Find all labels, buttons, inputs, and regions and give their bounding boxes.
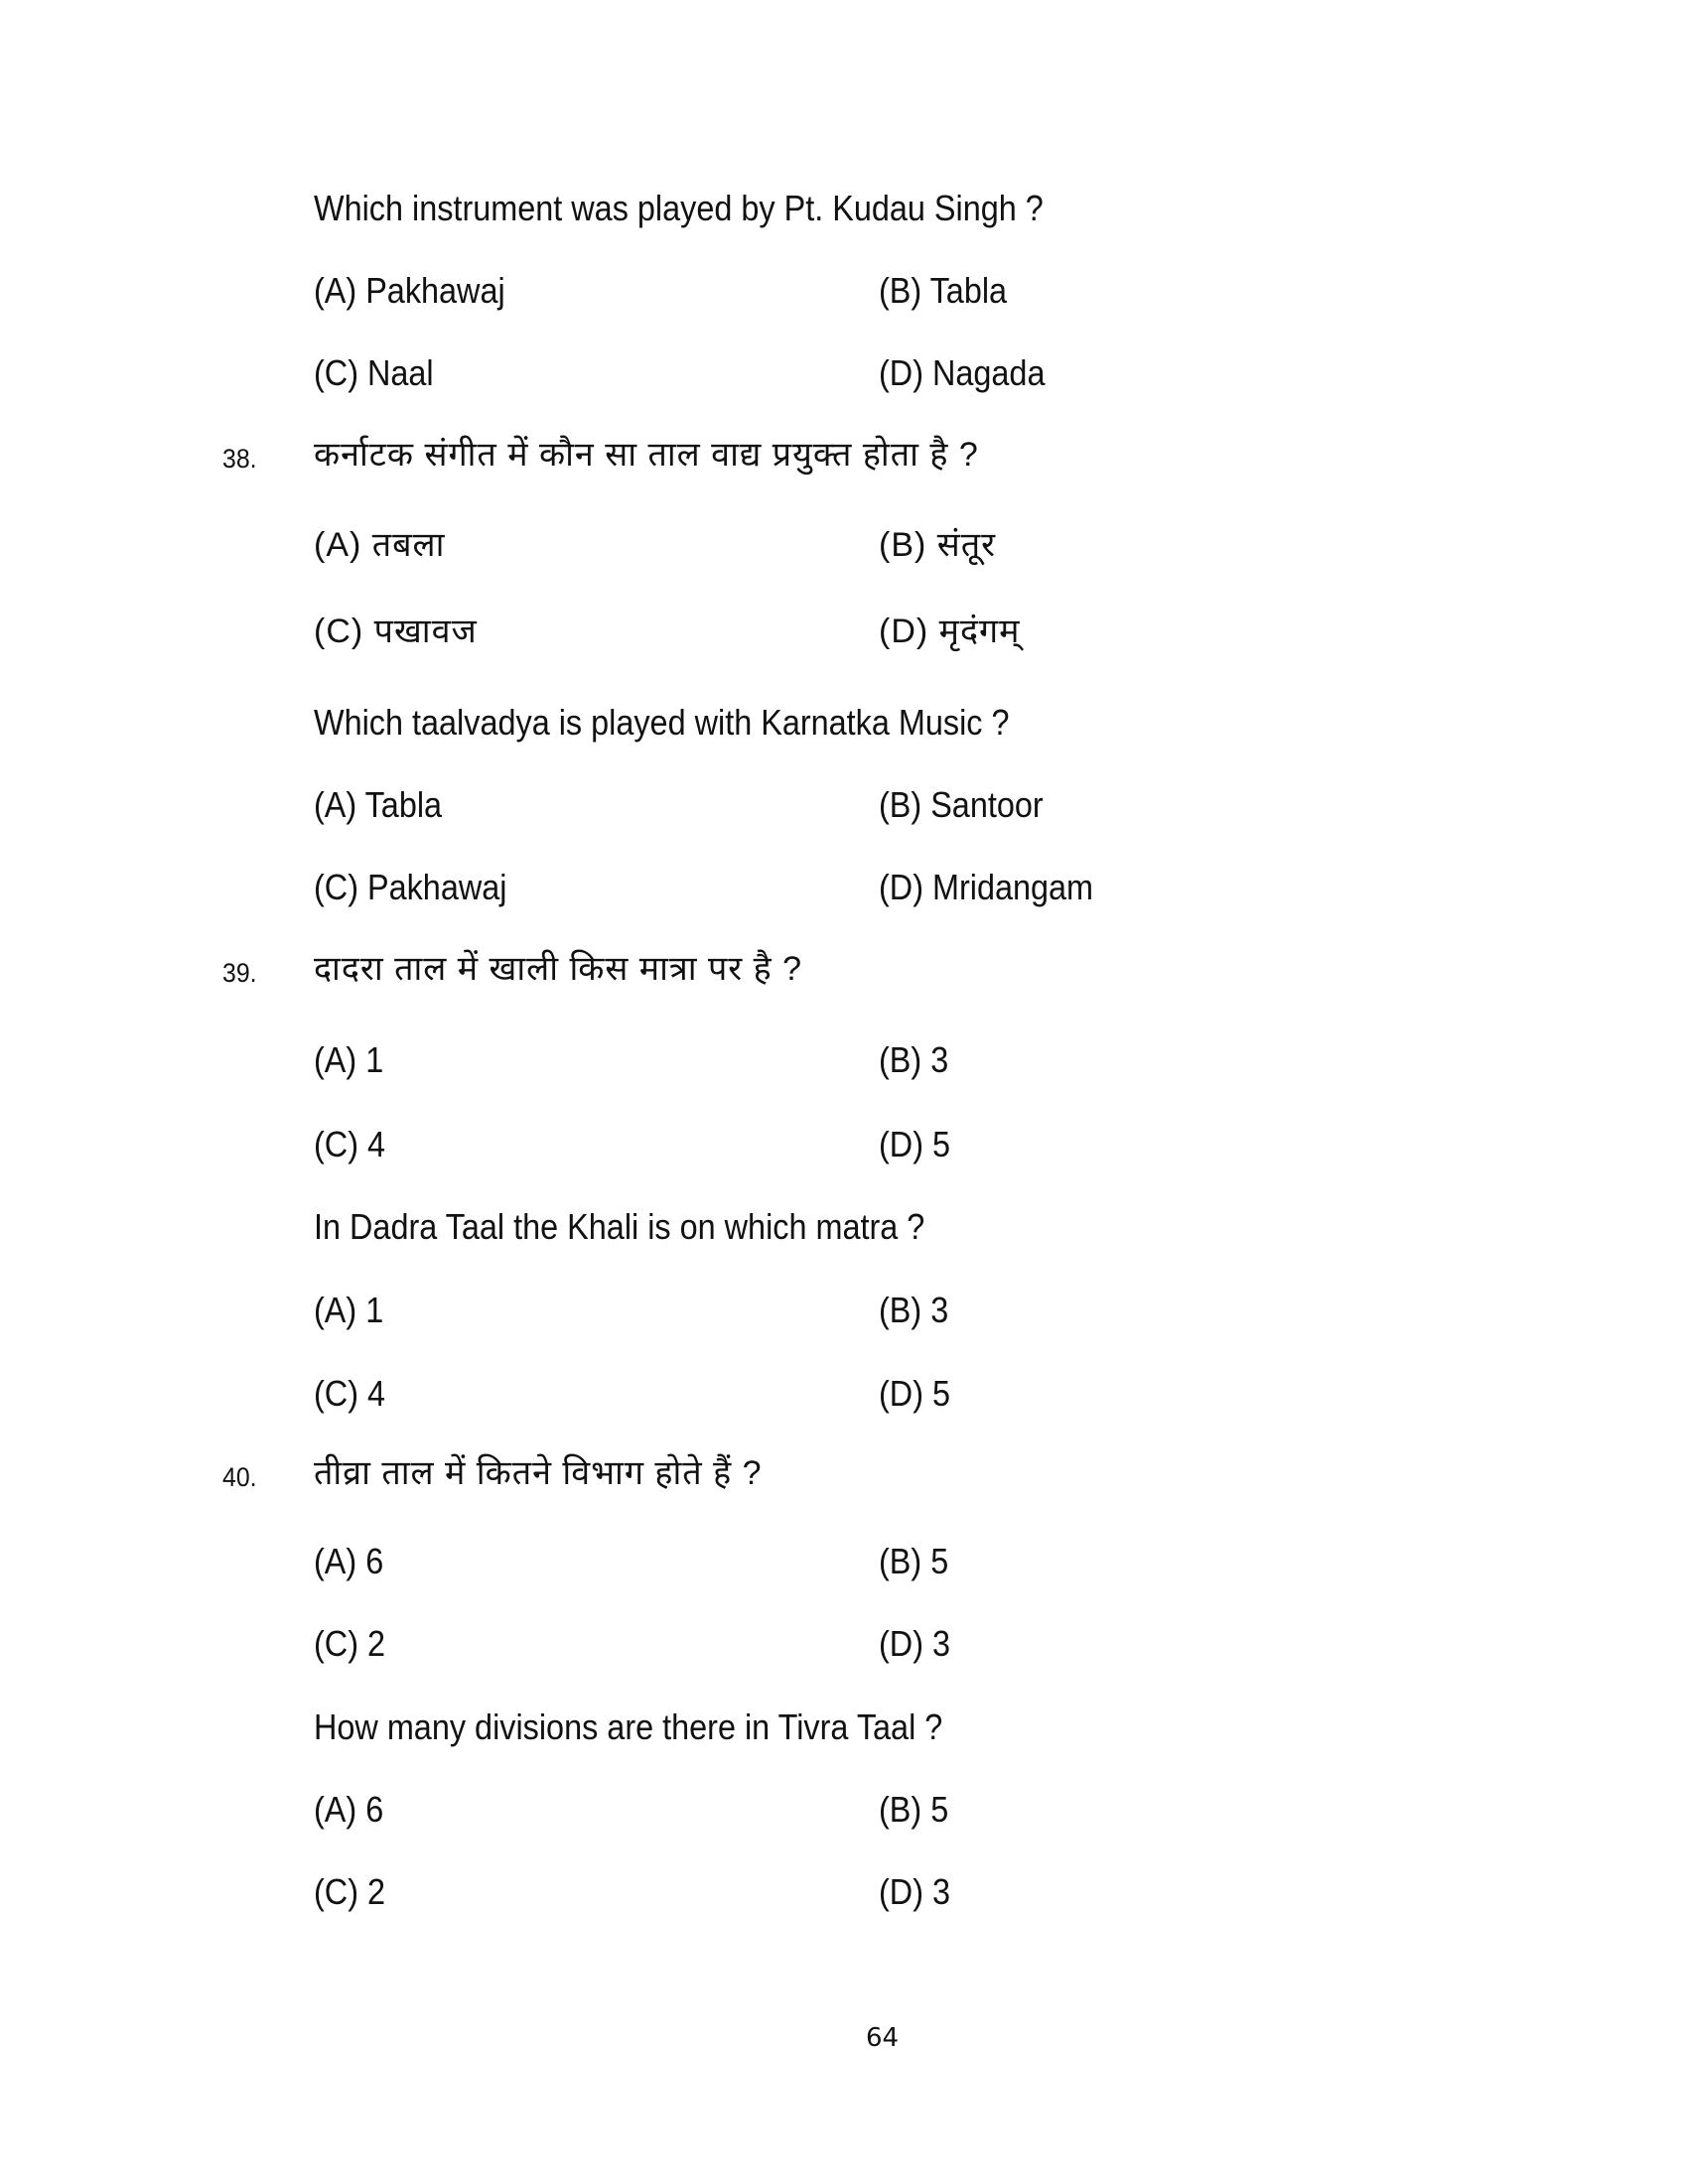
option-b-hindi: (B) संतूर [879, 526, 997, 564]
question-text-english: How many divisions are there in Tivra Taal ? [314, 1706, 943, 1747]
option-b-hindi: (B) 3 [879, 1039, 949, 1080]
option-b: (B) Tabla [879, 270, 1008, 311]
question-number: 38. [222, 444, 257, 474]
option-c-hindi: (C) 2 [314, 1623, 385, 1664]
question-text-hindi: तीव्रा ताल में कितने विभाग होते हैं ? [314, 1454, 763, 1492]
option-d: (D) 3 [879, 1871, 950, 1912]
option-d-hindi: (D) मृदंगम् [879, 613, 1021, 650]
option-b: (B) Santoor [879, 784, 1044, 825]
option-d: (D) 5 [879, 1373, 950, 1414]
option-b-hindi: (B) 5 [879, 1541, 949, 1581]
option-c: (C) 2 [314, 1871, 385, 1912]
question-text-hindi: दादरा ताल में खाली किस मात्रा पर है ? [314, 950, 803, 988]
option-c: (C) 4 [314, 1373, 385, 1414]
page-number: 64 [866, 2023, 900, 2053]
option-a: (A) Pakhawaj [314, 270, 505, 311]
option-c: (C) Pakhawaj [314, 867, 507, 907]
option-a: (A) 1 [314, 1290, 384, 1330]
option-b: (B) 5 [879, 1789, 949, 1830]
option-c-hindi: (C) पखावज [314, 613, 478, 650]
option-c: (C) Naal [314, 352, 434, 393]
option-c-hindi: (C) 4 [314, 1124, 385, 1164]
question-number: 40. [222, 1462, 257, 1492]
question-text-hindi: कर्नाटक संगीत में कौन सा ताल वाद्य प्रयुक्त होता है ? [314, 436, 979, 474]
option-a-hindi: (A) 1 [314, 1039, 384, 1080]
option-a-hindi: (A) 6 [314, 1541, 384, 1581]
question-text: Which instrument was played by Pt. Kudau Singh ? [314, 188, 1044, 228]
option-a-hindi: (A) तबला [314, 526, 446, 564]
question-text-english: In Dadra Taal the Khali is on which matra ? [314, 1206, 925, 1247]
option-d-hindi: (D) 5 [879, 1124, 950, 1164]
option-d: (D) Nagada [879, 352, 1046, 393]
option-d: (D) Mridangam [879, 867, 1094, 907]
option-d-hindi: (D) 3 [879, 1623, 950, 1664]
question-number: 39. [222, 958, 257, 988]
option-a: (A) Tabla [314, 784, 443, 825]
option-b: (B) 3 [879, 1290, 949, 1330]
option-a: (A) 6 [314, 1789, 384, 1830]
question-text-english: Which taalvadya is played with Karnatka Music ? [314, 702, 1010, 743]
